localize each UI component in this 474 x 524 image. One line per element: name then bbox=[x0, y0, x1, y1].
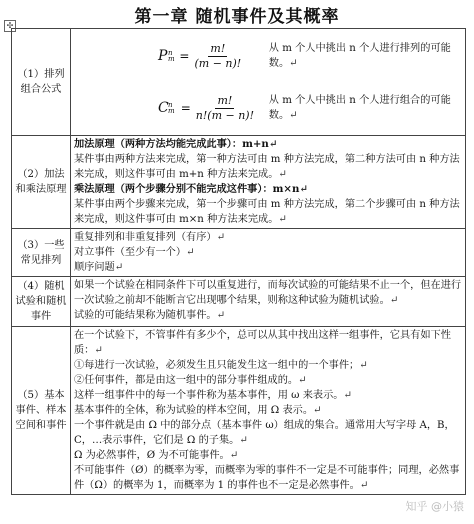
paragraph-mark-icon: ↵ bbox=[359, 360, 368, 371]
table-row bbox=[12, 136, 466, 229]
page-title: 第一章 随机事件及其概率 bbox=[134, 7, 340, 27]
text-line: 不可能事件（Ø）的概率为零，而概率为零的事件不一定是不可能事件；同理，必然事件（Ω）的概率为 1，而概率为 1 的事件也不一定是必然事件。↵ bbox=[74, 465, 460, 491]
paragraph-mark-icon: ↵ bbox=[278, 169, 287, 180]
formula-description: 从 m 个人中挑出 n 个人进行组合的可能数。↵ bbox=[268, 95, 451, 121]
formula-description: 从 m 个人中挑出 n 个人进行排列的可能数。↵ bbox=[268, 43, 451, 69]
text-line: ②任何事件，都是由这一组中的部分事件组成的。↵ bbox=[74, 375, 307, 386]
paragraph-mark-icon: ↵ bbox=[229, 450, 239, 461]
paragraph-mark-icon: ↵ bbox=[289, 58, 298, 69]
text-line: 这样一组事件中的每一个事件称为基本事件，用 ω 来表示。↵ bbox=[74, 390, 353, 401]
content-table bbox=[11, 28, 466, 495]
paragraph-mark-icon: ↵ bbox=[94, 345, 103, 356]
paragraph-mark-icon: ↵ bbox=[278, 214, 287, 225]
text-line: 在一个试验下，不管事件有多少个，总可以从其中找出这样一组事件，它具有如下性质：↵ bbox=[74, 330, 451, 356]
paragraph-mark-icon: ↵ bbox=[299, 183, 308, 195]
formula-symbol: P n m bbox=[158, 47, 175, 64]
formula-fraction: $\frac{m!}{n!(m - n)!}$ bbox=[195, 93, 255, 122]
formula-combination: C n m = $\frac{m!}{n!(m - n)!}$ 从 m 个人中挑出 n 个人进行组合的可能数。↵ bbox=[74, 82, 462, 134]
text-line: Ω 为必然事件，Ø 为不可能事件。↵ bbox=[74, 450, 239, 461]
paragraph-mark-icon: ↵ bbox=[343, 390, 353, 401]
paragraph-mark-icon: ↵ bbox=[359, 480, 369, 491]
text-line: 重复排列和非重复排列（有序）↵ bbox=[74, 232, 226, 243]
text-line: 加法原理（两种方法均能完成此事）：m+n↵ bbox=[74, 138, 278, 150]
table-row bbox=[12, 29, 466, 136]
row-label: （4）随机试验和随机事件 bbox=[12, 277, 71, 327]
row-content bbox=[71, 229, 466, 277]
row-content bbox=[71, 277, 466, 327]
paragraph-mark-icon: ↵ bbox=[186, 247, 195, 258]
text-line: 一个事件就是由 Ω 中的部分点（基本事件 ω）组成的集合。通常用大写字母 A，B，C，…表示事件，它们是 Ω 的子集。↵ bbox=[74, 420, 455, 446]
table-row bbox=[12, 229, 466, 277]
text-line: 对立事件（至少有一个）↵ bbox=[74, 247, 195, 258]
row-label: （2）加法和乘法原理 bbox=[12, 136, 71, 229]
paragraph-mark-icon: ↵ bbox=[313, 405, 322, 416]
paragraph-mark-icon: ↵ bbox=[298, 375, 307, 386]
paragraph-mark-icon: ↵ bbox=[216, 232, 226, 243]
paragraph-mark-icon: ↵ bbox=[268, 138, 278, 150]
row-label: （5）基本事件、样本空间和事件 bbox=[12, 327, 71, 495]
text-line: 某件事由两个步骤来完成，第一个步骤可由 m 种方法完成，第二个步骤可由 n 种方法来完成，则这件事可由 m×n 种方法来完成。↵ bbox=[74, 199, 460, 225]
text-line: 乘法原理（两个步骤分别不能完成这件事）：m×n↵ bbox=[74, 183, 308, 195]
text-line: 如果一个试验在相同条件下可以重复进行，而每次试验的可能结果不止一个，但在进行一次试验之前却不能断言它出现哪个结果，则称这种试验为随机试验。↵ bbox=[74, 280, 462, 306]
text-line: 基本事件的全体，称为试验的样本空间，用 Ω 表示。↵ bbox=[74, 405, 322, 416]
row-label: （1）排列组合公式 bbox=[12, 29, 71, 136]
paragraph-mark-icon: ↵ bbox=[389, 295, 399, 306]
paragraph-mark-icon: ↵ bbox=[239, 435, 248, 446]
table-row bbox=[12, 277, 466, 327]
watermark: 知乎 @小猿 bbox=[405, 500, 464, 513]
text-line: 某件事由两种方法来完成，第一种方法可由 m 种方法完成，第二种方法可由 n 种方法来完成，则这件事可由 m+n 种方法来完成。↵ bbox=[74, 154, 460, 180]
formula-permutation: P n m = $\frac{m!}{(m - n)!}$ 从 m 个人中挑出 n 个人进行排列的可能数。↵ bbox=[74, 30, 462, 82]
formula-fraction: $\frac{m!}{(m - n)!}$ bbox=[194, 41, 242, 70]
text-line: 试验的可能结果称为随机事件。↵ bbox=[74, 310, 226, 321]
row-label: （3）一些常见排列 bbox=[12, 229, 71, 277]
paragraph-mark-icon: ↵ bbox=[216, 310, 226, 321]
paragraph-mark-icon: ↵ bbox=[114, 262, 124, 273]
paragraph-mark-icon: ↵ bbox=[289, 110, 298, 121]
table-move-handle-icon[interactable]: ✣ bbox=[4, 20, 16, 32]
formula-symbol: C n m bbox=[158, 99, 175, 116]
row-content bbox=[71, 327, 466, 495]
row-content bbox=[71, 136, 466, 229]
text-line: 顺序问题↵ bbox=[74, 262, 124, 273]
row-content bbox=[71, 29, 466, 136]
text-line: ①每进行一次试验，必须发生且只能发生这一组中的一个事件；↵ bbox=[74, 360, 368, 371]
table-row bbox=[12, 327, 466, 495]
